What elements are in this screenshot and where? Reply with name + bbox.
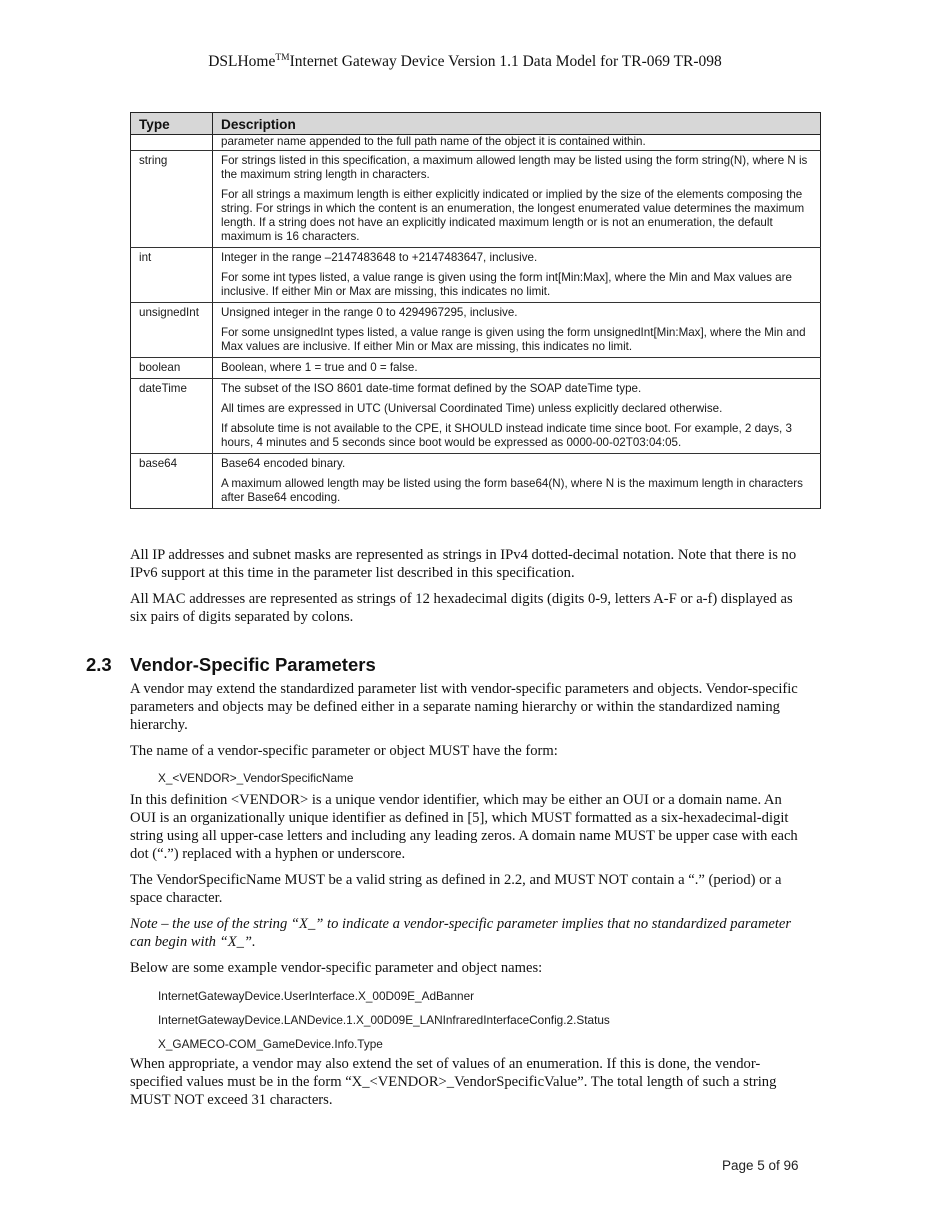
table-row [131, 303, 821, 358]
table-row [131, 358, 821, 379]
intro-paragraph: A vendor may extend the standardized parameter list with vendor-specific parameters and objects. Vendor-specific parameters and objects may be defined either in a separate naming hierarchy or within the standardized naming hierarchy. [130, 681, 798, 733]
type-cell: string [131, 151, 213, 248]
after-table-text [130, 546, 802, 634]
table-row [131, 248, 821, 303]
section-heading [86, 654, 376, 676]
description-text: If absolute time is not available to the CPE, it SHOULD instead indicate time since boot. For example, 2 days, 3 hours, 4 minutes and 5 seconds since boot would be expressed as 0000-00-02T03:04:05. [221, 422, 792, 449]
form-intro-paragraph: The name of a vendor-specific parameter or object MUST have the form: [130, 743, 558, 759]
description-text: A maximum allowed length may be listed using the form base64(N), where N is the maximum length in characters after Base64 encoding. [221, 477, 803, 504]
description-text: parameter name appended to the full path name of the object it is contained within. [221, 135, 646, 148]
section-title: Vendor-Specific Parameters [130, 654, 376, 675]
definition-paragraph: In this definition <VENDOR> is a unique vendor identifier, which may be either an OUI or a domain name. An OUI is an organizationally unique identifier as defined in [5], which MUST formatted as a six-hexadecimal-digit string using all upper-case letters and including any leading zeros. A domain name MUST be upper case with each dot (“.”) replaced with a hyphen or underscore. [130, 792, 798, 862]
section-body [130, 680, 802, 1117]
example-name: X_GAMECO-COM_GameDevice.Info.Type [158, 1037, 383, 1051]
type-cell: dateTime [131, 379, 213, 454]
header-title-prefix: DSLHome [208, 53, 276, 70]
data-types-table [130, 112, 821, 509]
type-cell: base64 [131, 454, 213, 509]
description-text: Base64 encoded binary. [221, 457, 346, 470]
description-text: The subset of the ISO 8601 date-time format defined by the SOAP dateTime type. [221, 382, 642, 395]
section-number: 2.3 [86, 654, 112, 675]
page-header [0, 53, 930, 71]
description-text: Boolean, where 1 = true and 0 = false. [221, 361, 418, 374]
description-cell [213, 135, 821, 151]
description-cell [213, 379, 821, 454]
description-text: For some int types listed, a value range is given using the form int[Min:Max], where the Min and Max values are inclusive. If either Min or Max are missing, this indicates no limit. [221, 271, 792, 298]
page-number: Page 5 of 96 [722, 1158, 799, 1173]
column-header-description: Description [213, 113, 821, 135]
description-text: For all strings a maximum length is either explicitly indicated or implied by the size of the elements composing the string. For strings in which the content is an enumeration, the longest enumerated value determines the maximum length. If a string does not have an explicitly indicated maximum length or is not an enumeration, the default maximum is 16 characters. [221, 188, 805, 243]
form-code: X_<VENDOR>_VendorSpecificName [158, 771, 354, 785]
note-paragraph: Note – the use of the string “X_” to indicate a vendor-specific parameter implies that no standardized parameter can begin with “X_”. [130, 916, 792, 950]
enumeration-paragraph: When appropriate, a vendor may also extend the set of values of an enumeration. If this is done, the vendor-specified values must be in the form “X_<VENDOR>_VendorSpecificValue”. The total length of such a string MUST NOT exceed 31 characters. [130, 1056, 777, 1108]
description-text: All times are expressed in UTC (Universal Coordinated Time) unless explicitly declared otherwise. [221, 402, 723, 415]
example-name: InternetGatewayDevice.LANDevice.1.X_00D09E_LANInfraredInterfaceConfig.2.Status [158, 1013, 610, 1027]
description-cell [213, 151, 821, 248]
table-row-continuation [131, 135, 821, 151]
mac-address-paragraph: All MAC addresses are represented as strings of 12 hexadecimal digits (digits 0-9, letters A-F or a-f) displayed as six pairs of digits separated by colons. [130, 591, 793, 625]
column-header-type: Type [131, 113, 213, 135]
example-name: InternetGatewayDevice.UserInterface.X_00D09E_AdBanner [158, 989, 475, 1003]
description-cell [213, 358, 821, 379]
table-row [131, 151, 821, 248]
type-cell: boolean [131, 358, 213, 379]
description-text: For some unsignedInt types listed, a value range is given using the form unsignedInt[Min:Max], where the Min and Max values are inclusive. If either Min or Max are missing, this indicates no limit. [221, 326, 806, 353]
description-text: For strings listed in this specification, a maximum allowed length may be listed using the form string(N), where N is the maximum string length in characters. [221, 154, 808, 181]
description-text: Integer in the range –2147483648 to +2147483647, inclusive. [221, 251, 538, 264]
table-header-row [131, 113, 821, 135]
type-cell: int [131, 248, 213, 303]
description-cell [213, 248, 821, 303]
description-cell [213, 303, 821, 358]
ip-address-paragraph: All IP addresses and subnet masks are represented as strings in IPv4 dotted-decimal notation. Note that there is no IPv6 support at this time in the parameter list described in this specification. [130, 547, 797, 581]
trademark-mark: TM [275, 53, 290, 63]
header-title-rest: Internet Gateway Device Version 1.1 Data Model for TR-069 TR-098 [289, 53, 722, 70]
valid-string-paragraph: The VendorSpecificName MUST be a valid string as defined in 2.2, and MUST NOT contain a “.” (period) or a space character. [130, 872, 782, 906]
description-text: Unsigned integer in the range 0 to 4294967295, inclusive. [221, 306, 518, 319]
type-cell: unsignedInt [131, 303, 213, 358]
examples-intro-paragraph: Below are some example vendor-specific parameter and object names: [130, 960, 543, 976]
type-cell [131, 135, 213, 151]
table-row [131, 379, 821, 454]
table-row [131, 454, 821, 509]
description-cell [213, 454, 821, 509]
